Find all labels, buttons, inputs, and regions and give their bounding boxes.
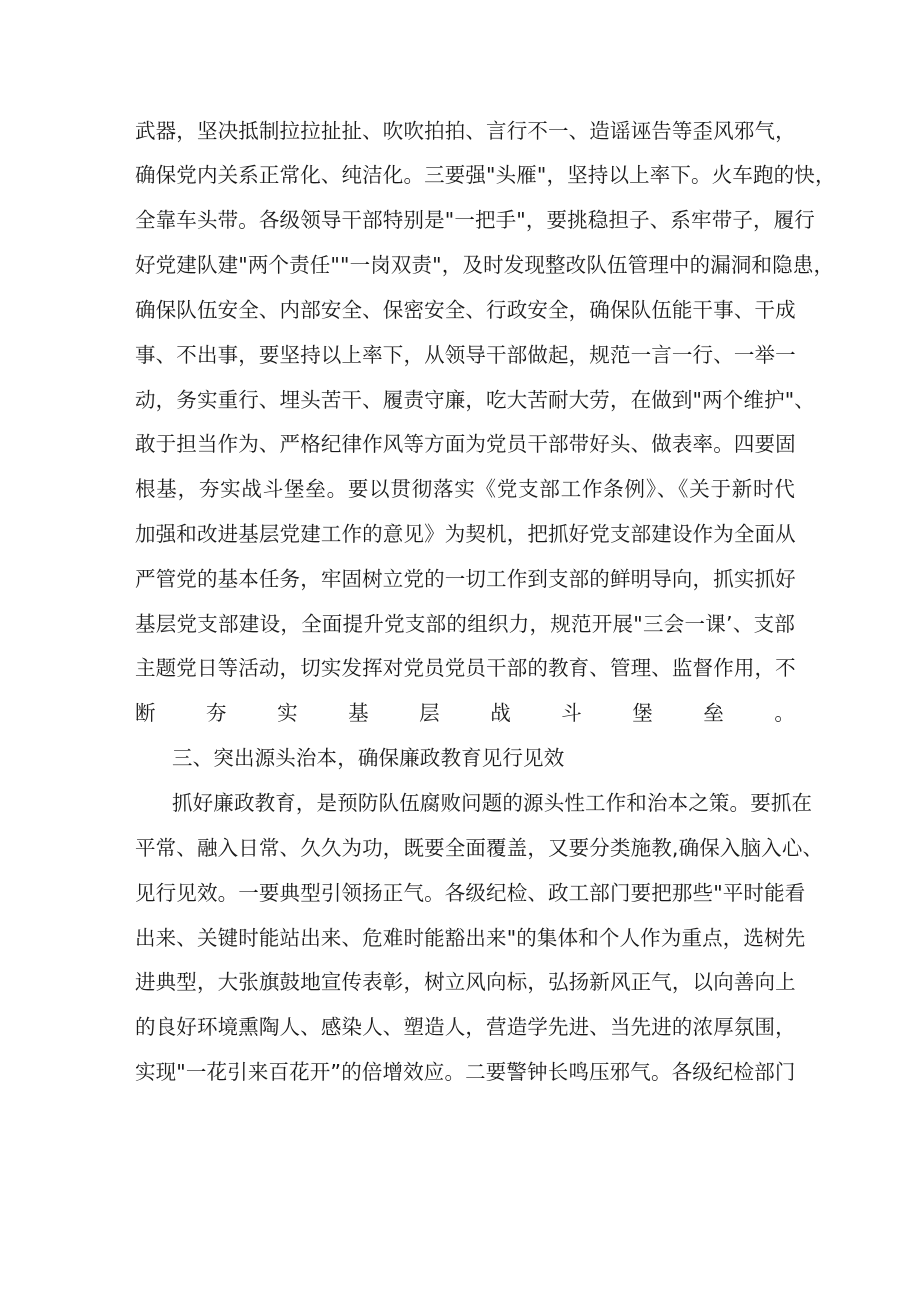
- text-line: 加强和改进基层党建工作的意见》为契机，把抓好党支部建设作为全面从: [135, 522, 796, 546]
- text-line: 主题党日等活动，切实发挥对党员党员干部的教育、管理、监督作用，不: [135, 656, 796, 680]
- text-line: 严管党的基本任务，牢固树立党的一切工作到支部的鲜明导向，抓实抓好: [135, 567, 796, 591]
- text-line: 实现"一花引来百花开”的倍增效应。二要警钟长鸣压邪气。各级纪检部门: [135, 1060, 796, 1084]
- text-line: 确保队伍安全、内部安全、保密安全、行政安全，确保队伍能干事、干成: [135, 298, 796, 322]
- text-line: 抓好廉政教育，是预防队伍腐败问题的源头性工作和治本之策。要抓在: [172, 791, 813, 815]
- text-line: 动，务实重行、埋头苦干、履责守廉，吃大苦耐大劳，在做到"两个维护"、: [135, 388, 815, 412]
- text-line: 全靠车头带。各级领导干部特别是"一把手"，要挑稳担子、系牢带子，履行: [135, 208, 815, 232]
- text-line: 的良好环境熏陶人、感染人、塑造人，营造学先进、当先进的浓厚氛围，: [135, 1015, 796, 1039]
- text-line: 确保党内关系正常化、纯洁化。三要强"头雁"，坚持以上率下。火车跑的快，: [135, 163, 836, 187]
- text-line: 敢于担当作为、严格纪律作风等方面为党员干部带好头、做表率。四要固: [135, 432, 796, 456]
- section-heading: 三、突出源头治本，确保廉政教育见行见效: [172, 746, 565, 770]
- text-line: 出来、关键时能站出来、危难时能豁出来"的集体和个人作为重点，选树先: [135, 926, 806, 950]
- text-line: 断夯实基层战斗堡垒。: [135, 701, 795, 725]
- text-line: 基层党支部建设，全面提升党支部的组织力，规范开展"三会一课’、支部: [135, 612, 795, 636]
- text-line: 好党建队建"两个责任""一岗双责"，及时发现整改队伍管理中的漏洞和隐患，: [135, 253, 835, 277]
- text-line: 武器，坚决抵制拉拉扯扯、吹吹拍拍、言行不一、造谣诬告等歪风邪气，: [135, 119, 796, 143]
- text-line: 见行见效。一要典型引领扬正气。各级纪检、政工部门要把那些"平时能看: [135, 881, 806, 905]
- text-line: 进典型，大张旗鼓地宣传表彰，树立风向标，弘扬新风正气，以向善向上: [135, 970, 796, 994]
- text-line: 平常、融入日常、久久为功，既要全面覆盖，又要分类施教,确保入脑入心、: [135, 836, 824, 860]
- text-line: 事、不出事，要坚持以上率下，从领导干部做起，规范一言一行、一举一: [135, 343, 796, 367]
- text-line: 根基，夯实战斗堡垒。要以贯彻落实《党支部工作条例》、《关于新时代: [135, 477, 795, 501]
